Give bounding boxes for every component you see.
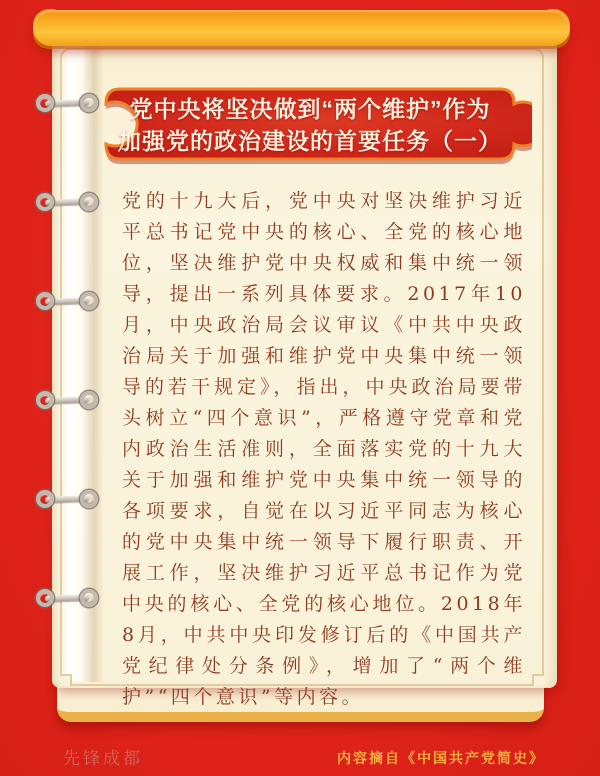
binder-ring-loop-icon xyxy=(36,193,54,211)
page-title xyxy=(88,84,532,164)
binder-ring-loop-icon xyxy=(80,490,98,508)
binder-ring-loop-icon xyxy=(36,391,54,409)
binder-ring xyxy=(36,291,98,311)
binder-ring-loop-icon xyxy=(80,292,98,310)
binder-ring-loop-icon xyxy=(36,589,54,607)
body-paragraph: 党的十九大后，党中央对坚决维护习近平总书记党中央的核心、全党的核心地位，坚决维护党中央权威和集中统一领导，提出一系列具体要求。2017年10月，中央政治局会议审议《中共中央政治局关于加强和维护党中央集中统一领导的若干规定》，指出，中央政治局要带头树立“四个意识”，严格遵守党章和党内政治生活准则，全面落实党的十九大关于加强和维护党中央集中统一领导的各项要求，自觉在以习近平同志为核心的党中央集中统一领导下履行职责、开展工作，坚决维护习近平总书记作为党中央的核心、全党的核心地位。2018年8月，中共中央印发修订后的《中国共产党纪律处分条例》，增加了“两个维护”“四个意识”等内容。 xyxy=(122,190,526,708)
footer-source-label: 内容摘自《中国共产党简史》 xyxy=(337,750,545,766)
binder-ring xyxy=(36,390,98,410)
title-banner xyxy=(88,84,532,168)
binder-ring xyxy=(36,489,98,509)
binder-ring-loop-icon xyxy=(80,391,98,409)
page-title-line1: 党中央将坚决做到“两个维护”作为 xyxy=(129,96,491,122)
footer-brand-label: 先锋成都 xyxy=(63,749,143,768)
binder-ring-loop-icon xyxy=(36,490,54,508)
page-title-line2: 加强党的政治建设的首要任务（一） xyxy=(118,128,502,154)
scroll-rod xyxy=(33,10,570,46)
binder-ring xyxy=(36,192,98,212)
binder-ring-loop-icon xyxy=(36,94,54,112)
binder-ring-loop-icon xyxy=(80,193,98,211)
binder-ring-loop-icon xyxy=(80,94,98,112)
binder-ring xyxy=(36,93,98,113)
binder-ring-loop-icon xyxy=(80,589,98,607)
binder-ring xyxy=(36,588,98,608)
binder-ring-loop-icon xyxy=(36,292,54,310)
